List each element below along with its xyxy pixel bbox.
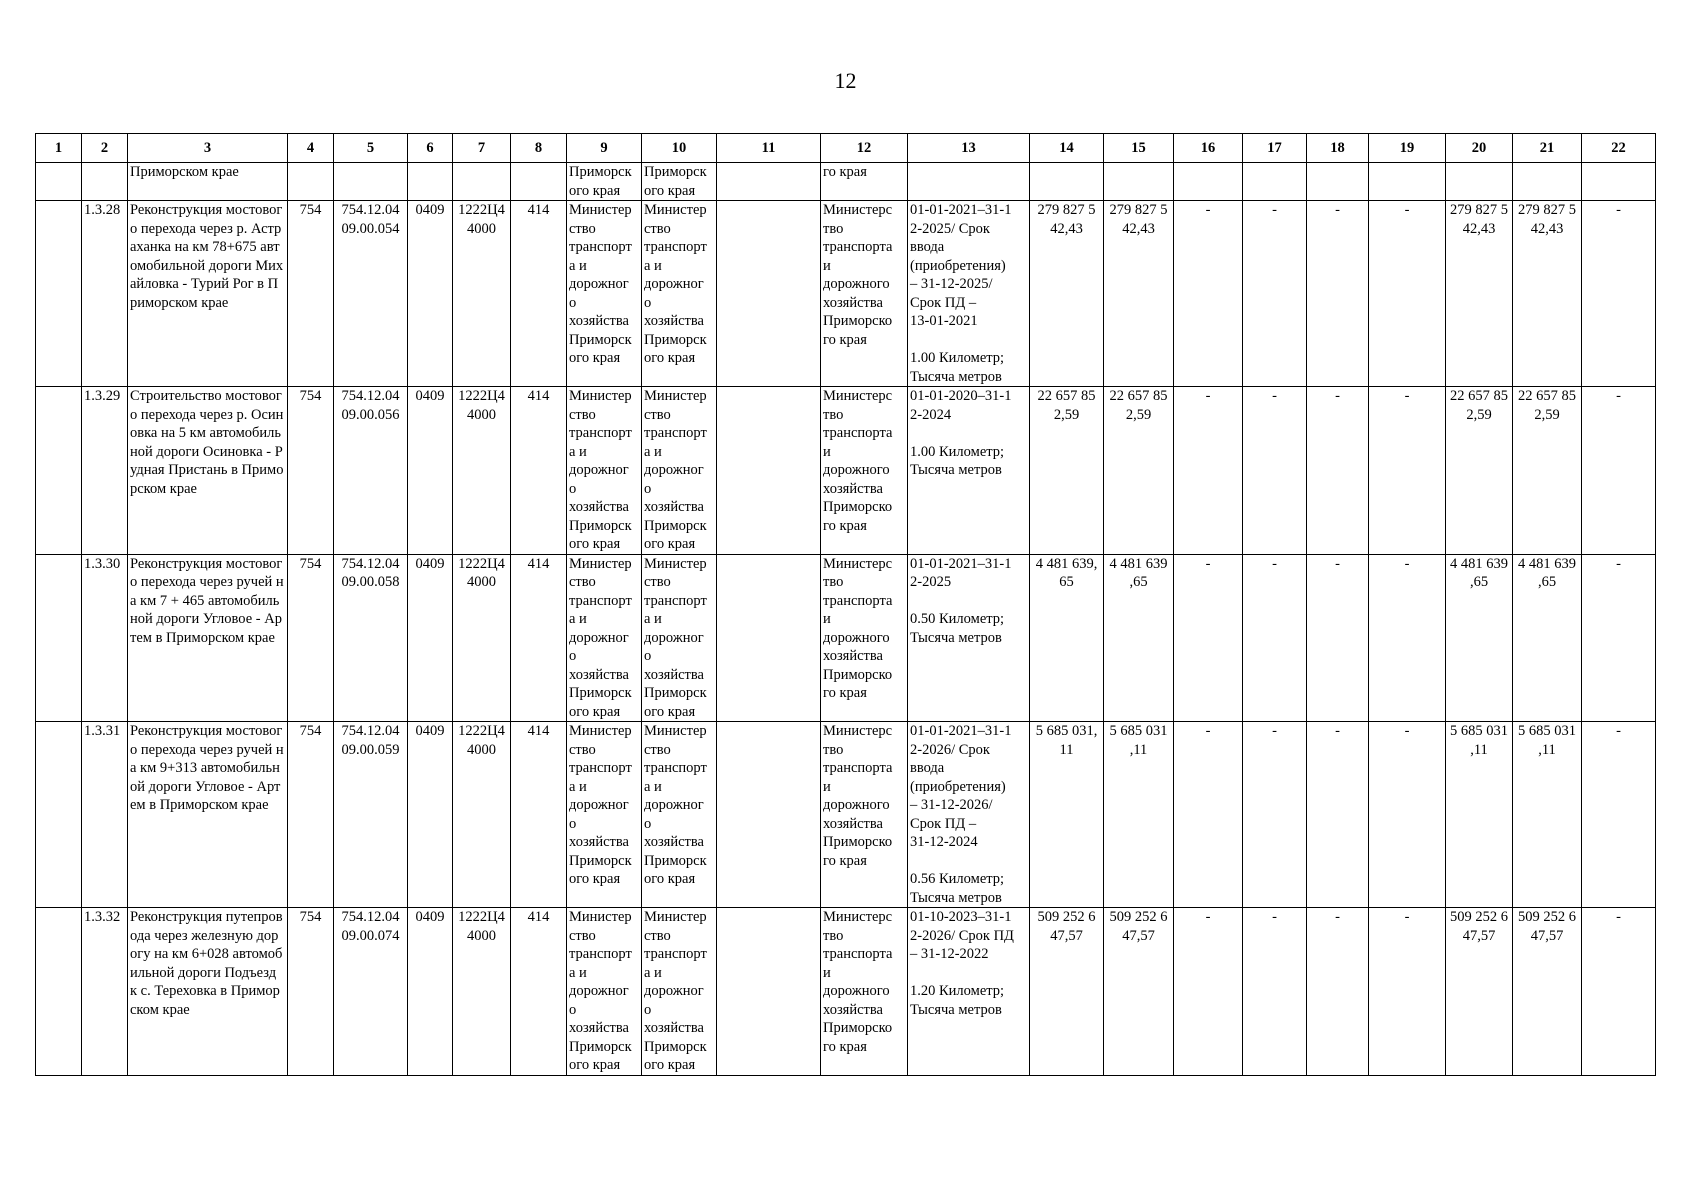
- cell-authority: Министерс тво транспорта и дорожного хозяйства Приморско го края: [821, 387, 908, 555]
- cell: [453, 163, 511, 201]
- column-header-18: 18: [1307, 134, 1369, 163]
- cell-row-number: 1.3.29: [82, 387, 128, 555]
- cell-total-volume: 509 252 6 47,57: [1104, 908, 1174, 1076]
- cell-dash: -: [1307, 722, 1369, 908]
- column-header-14: 14: [1030, 134, 1104, 163]
- cell: [1243, 163, 1307, 201]
- cell-dash: -: [1174, 554, 1243, 722]
- cell-empty: [717, 554, 821, 722]
- cell-developer: Министер ство транспорт а и дорожног о хозяйства Приморск ого края: [642, 201, 717, 387]
- cell-dash: -: [1582, 201, 1656, 387]
- cell-dash: -: [1243, 722, 1307, 908]
- column-header-10: 10: [642, 134, 717, 163]
- cell-authority: Министерс тво транспорта и дорожного хозяйства Приморско го края: [821, 554, 908, 722]
- cell-dash: -: [1243, 908, 1307, 1076]
- column-header-5: 5: [334, 134, 408, 163]
- cell-code: 754: [288, 201, 334, 387]
- cell-volume-total: 279 827 5 42,43: [1446, 201, 1513, 387]
- cell-empty: [36, 554, 82, 722]
- cell-object-code: 754.12.04 09.00.059: [334, 722, 408, 908]
- cell-object-name: Реконструкция мостового перехода через р. Астраханка на км 78+675 автомобильной дороги Михайловка - Турий Рог в Приморском крае: [128, 201, 288, 387]
- table-row: [36, 201, 1656, 387]
- cell-volume-year: 5 685 031 ,11: [1513, 722, 1582, 908]
- cell-dash: -: [1582, 908, 1656, 1076]
- column-header-17: 17: [1243, 134, 1307, 163]
- column-header-7: 7: [453, 134, 511, 163]
- column-header-1: 1: [36, 134, 82, 163]
- cell: [1104, 163, 1174, 201]
- cell-estimated-cost: 22 657 85 2,59: [1030, 387, 1104, 555]
- cell-volume-year: 22 657 85 2,59: [1513, 387, 1582, 555]
- column-header-8: 8: [511, 134, 567, 163]
- cell-row-number: 1.3.31: [82, 722, 128, 908]
- column-header-4: 4: [288, 134, 334, 163]
- page-number: 12: [834, 68, 857, 93]
- cell-volume-total: 5 685 031 ,11: [1446, 722, 1513, 908]
- header-row: [36, 134, 1656, 163]
- cell-developer: Министер ство транспорт а и дорожног о хозяйства Приморск ого края: [642, 554, 717, 722]
- cell-row-number: 1.3.28: [82, 201, 128, 387]
- cell-dash: -: [1307, 201, 1369, 387]
- cell: [288, 163, 334, 201]
- column-header-22: 22: [1582, 134, 1656, 163]
- cell-authority: го края: [821, 163, 908, 201]
- cell: [1446, 163, 1513, 201]
- column-header-21: 21: [1513, 134, 1582, 163]
- cell-empty: [717, 908, 821, 1076]
- cell-total-volume: 5 685 031 ,11: [1104, 722, 1174, 908]
- cell-row-number: 1.3.30: [82, 554, 128, 722]
- cell-timing-capacity: 01-01-2020–31-1 2-2024 1.00 Километр; Тысяча метров: [908, 387, 1030, 555]
- cell-dash: -: [1582, 554, 1656, 722]
- column-header-2: 2: [82, 134, 128, 163]
- cell-volume-year: 509 252 6 47,57: [1513, 908, 1582, 1076]
- cell-volume-year: 4 481 639 ,65: [1513, 554, 1582, 722]
- cell-developer: Министер ство транспорт а и дорожног о хозяйства Приморск ого края: [642, 722, 717, 908]
- cell-dash: -: [1369, 554, 1446, 722]
- cell-object-code: 754.12.04 09.00.056: [334, 387, 408, 555]
- cell: [908, 163, 1030, 201]
- column-header-6: 6: [408, 134, 453, 163]
- column-header-3: 3: [128, 134, 288, 163]
- cell-customer: Министер ство транспорт а и дорожног о хозяйства Приморск ого края: [567, 722, 642, 908]
- cell-total-volume: 22 657 85 2,59: [1104, 387, 1174, 555]
- cell-timing-capacity: 01-01-2021–31-1 2-2026/ Срок ввода (приобретения) – 31-12-2026/ Срок ПД – 31-12-2024 0.56 Километр; Тысяча метров: [908, 722, 1030, 908]
- cell-dash: -: [1243, 387, 1307, 555]
- cell-empty: [36, 908, 82, 1076]
- cell-empty: [36, 722, 82, 908]
- cell-dash: -: [1174, 722, 1243, 908]
- cell-dash: -: [1582, 387, 1656, 555]
- cell-section: 0409: [408, 201, 453, 387]
- cell-dash: -: [1369, 201, 1446, 387]
- cell-expense-type: 414: [511, 908, 567, 1076]
- cell-dash: -: [1369, 387, 1446, 555]
- cell: [334, 163, 408, 201]
- cell-section: 0409: [408, 722, 453, 908]
- cell-section: 0409: [408, 908, 453, 1076]
- cell-estimated-cost: 4 481 639, 65: [1030, 554, 1104, 722]
- cell-dash: -: [1243, 201, 1307, 387]
- cell-object-code: 754.12.04 09.00.074: [334, 908, 408, 1076]
- column-header-16: 16: [1174, 134, 1243, 163]
- cell: [1030, 163, 1104, 201]
- cell-customer: Министер ство транспорт а и дорожног о хозяйства Приморск ого края: [567, 201, 642, 387]
- cell: [36, 163, 82, 201]
- cell-estimated-cost: 5 685 031, 11: [1030, 722, 1104, 908]
- cell: [717, 163, 821, 201]
- cell-developer: Приморск ого края: [642, 163, 717, 201]
- cell-expense-type: 414: [511, 722, 567, 908]
- investment-table: [35, 133, 1656, 1076]
- cell-object-name: Реконструкция путепровода через железную дорогу на км 6+028 автомобильной дороги Подъезд к с. Тереховка в Приморском крае: [128, 908, 288, 1076]
- cell-empty: [36, 201, 82, 387]
- cell-target-article: 1222Ц4 4000: [453, 908, 511, 1076]
- cell-dash: -: [1307, 554, 1369, 722]
- cell-customer: Министер ство транспорт а и дорожног о хозяйства Приморск ого края: [567, 908, 642, 1076]
- cell-dash: -: [1174, 201, 1243, 387]
- column-header-9: 9: [567, 134, 642, 163]
- cell-dash: -: [1369, 908, 1446, 1076]
- cell-volume-total: 22 657 85 2,59: [1446, 387, 1513, 555]
- cell-code: 754: [288, 722, 334, 908]
- cell-object-name: Строительство мостового перехода через р. Осиновка на 5 км автомобильной дороги Осиновка - Рудная Пристань в Приморском крае: [128, 387, 288, 555]
- cell-section: 0409: [408, 387, 453, 555]
- cell: [1369, 163, 1446, 201]
- cell-target-article: 1222Ц4 4000: [453, 554, 511, 722]
- cell-estimated-cost: 279 827 5 42,43: [1030, 201, 1104, 387]
- cell-code: 754: [288, 908, 334, 1076]
- cell-volume-total: 4 481 639 ,65: [1446, 554, 1513, 722]
- cell-dash: -: [1307, 908, 1369, 1076]
- cell: [1582, 163, 1656, 201]
- cell-timing-capacity: 01-01-2021–31-1 2-2025/ Срок ввода (приобретения) – 31-12-2025/ Срок ПД – 13-01-2021 1.00 Километр; Тысяча метров: [908, 201, 1030, 387]
- cell-row-number: 1.3.32: [82, 908, 128, 1076]
- table-row: [36, 554, 1656, 722]
- cell-timing-capacity: 01-01-2021–31-1 2-2025 0.50 Километр; Тысяча метров: [908, 554, 1030, 722]
- cell-target-article: 1222Ц4 4000: [453, 201, 511, 387]
- cell-total-volume: 279 827 5 42,43: [1104, 201, 1174, 387]
- table-row: [36, 387, 1656, 555]
- column-header-12: 12: [821, 134, 908, 163]
- cell-object-code: 754.12.04 09.00.054: [334, 201, 408, 387]
- cell: [1307, 163, 1369, 201]
- cell-timing-capacity: 01-10-2023–31-1 2-2026/ Срок ПД – 31-12-2022 1.20 Километр; Тысяча метров: [908, 908, 1030, 1076]
- cell-empty: [717, 387, 821, 555]
- cell-empty: [717, 201, 821, 387]
- cell-customer: Министер ство транспорт а и дорожног о хозяйства Приморск ого края: [567, 387, 642, 555]
- table-row: [36, 908, 1656, 1076]
- continuation-row: [36, 163, 1656, 201]
- cell-empty: [717, 722, 821, 908]
- cell-target-article: 1222Ц4 4000: [453, 722, 511, 908]
- cell-dash: -: [1174, 908, 1243, 1076]
- cell-authority: Министерс тво транспорта и дорожного хозяйства Приморско го края: [821, 201, 908, 387]
- column-header-19: 19: [1369, 134, 1446, 163]
- cell: [511, 163, 567, 201]
- cell-dash: -: [1243, 554, 1307, 722]
- cell: [408, 163, 453, 201]
- table-row: [36, 722, 1656, 908]
- cell: [1174, 163, 1243, 201]
- cell-object-name: Реконструкция мостового перехода через ручей на км 7 + 465 автомобильной дороги Угловое - Артем в Приморском крае: [128, 554, 288, 722]
- cell: [1513, 163, 1582, 201]
- cell-estimated-cost: 509 252 6 47,57: [1030, 908, 1104, 1076]
- cell-volume-year: 279 827 5 42,43: [1513, 201, 1582, 387]
- cell-code: 754: [288, 387, 334, 555]
- cell: [82, 163, 128, 201]
- cell-developer: Министер ство транспорт а и дорожног о хозяйства Приморск ого края: [642, 908, 717, 1076]
- cell-code: 754: [288, 554, 334, 722]
- column-header-13: 13: [908, 134, 1030, 163]
- cell-customer: Министер ство транспорт а и дорожног о хозяйства Приморск ого края: [567, 554, 642, 722]
- cell-empty: [36, 387, 82, 555]
- cell-total-volume: 4 481 639 ,65: [1104, 554, 1174, 722]
- cell-developer: Министер ство транспорт а и дорожног о хозяйства Приморск ого края: [642, 387, 717, 555]
- cell-dash: -: [1307, 387, 1369, 555]
- column-header-20: 20: [1446, 134, 1513, 163]
- cell-dash: -: [1369, 722, 1446, 908]
- cell-customer: Приморск ого края: [567, 163, 642, 201]
- cell-authority: Министерс тво транспорта и дорожного хозяйства Приморско го края: [821, 722, 908, 908]
- cell-object-name: Приморском крае: [128, 163, 288, 201]
- cell-target-article: 1222Ц4 4000: [453, 387, 511, 555]
- column-header-15: 15: [1104, 134, 1174, 163]
- cell-dash: -: [1174, 387, 1243, 555]
- cell-expense-type: 414: [511, 554, 567, 722]
- cell-expense-type: 414: [511, 201, 567, 387]
- cell-volume-total: 509 252 6 47,57: [1446, 908, 1513, 1076]
- cell-object-name: Реконструкция мостового перехода через ручей на км 9+313 автомобильной дороги Угловое - Артем в Приморском крае: [128, 722, 288, 908]
- cell-dash: -: [1582, 722, 1656, 908]
- cell-expense-type: 414: [511, 387, 567, 555]
- cell-authority: Министерс тво транспорта и дорожного хозяйства Приморско го края: [821, 908, 908, 1076]
- cell-section: 0409: [408, 554, 453, 722]
- cell-object-code: 754.12.04 09.00.058: [334, 554, 408, 722]
- column-header-11: 11: [717, 134, 821, 163]
